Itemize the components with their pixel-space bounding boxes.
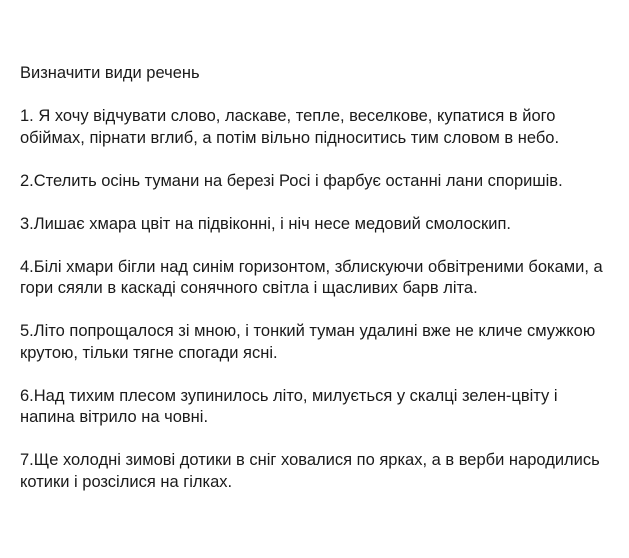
- sentence-4: 4.Білі хмари бігли над синім горизонтом, зблискуючи обвітреними боками, а гори сяяли в каскаді сонячного світла і щасливих барв літа.: [20, 257, 603, 297]
- sentence-2: 2.Стелить осінь тумани на березі Росі і фарбує останні лани споришів.: [20, 171, 563, 190]
- document-body: [20, 63, 615, 493]
- sentence-5: 5.Літо попрощалося зі мною, і тонкий туман удалині вже не кличе смужкою крутою, тільки тягне спогади ясні.: [20, 322, 596, 362]
- sentence-3: 3.Лишає хмара цвіт на підвіконні, і ніч несе медовий смолоскип.: [20, 214, 511, 233]
- task-title: Визначити види речень: [20, 64, 200, 82]
- sentence-7: 7.Ще холодні зимові дотики в сніг ховалися по ярках, а в верби народились котики і розсілися на гілках.: [20, 451, 600, 491]
- sentence-1: 1. Я хочу відчувати слово, ласкаве, тепле, веселкове, купатися в його обіймах, пірнати вглиб, а потім вільно підноситись тим словом в небо.: [20, 107, 560, 147]
- sentence-6: 6.Над тихим плесом зупинилось літо, милується у скалці зелен-цвіту і напина вітрило на човні.: [20, 386, 558, 426]
